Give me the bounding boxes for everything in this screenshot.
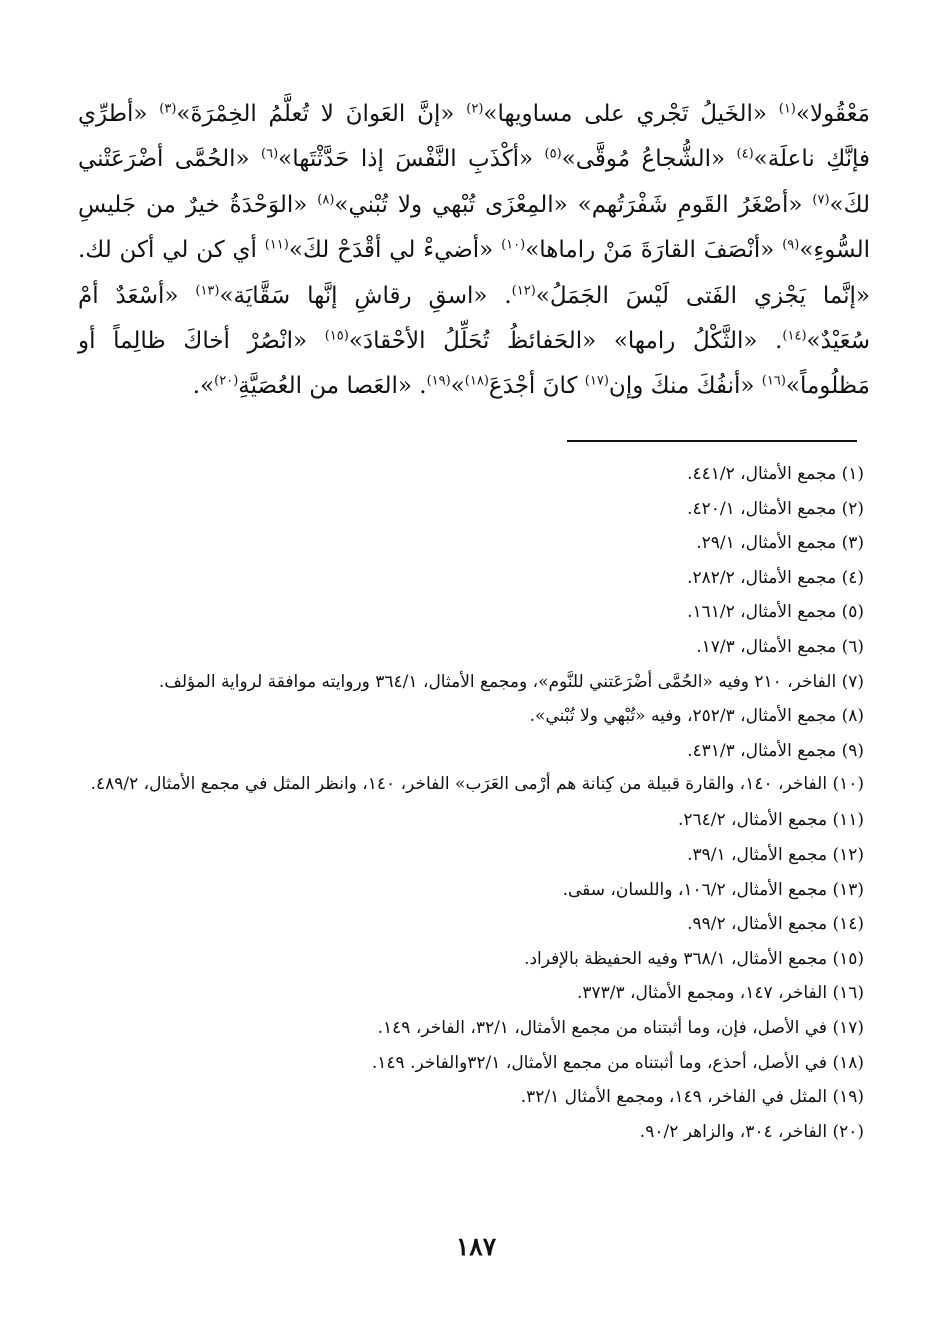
note-reference: (٩) bbox=[782, 237, 800, 253]
note-reference: (١٧) bbox=[584, 373, 609, 389]
main-text: مَعْقُولا»$^{(١)}$ «الخَيلُ تَجْري على مساويها»$^{(٢)}$ «إنَّ العَوانَ لا تُعلَّمُ الخِمْرَةَ»$^{(٣)}$ «أطرِّي فإنَّكِ ناعلَة»$^{(٤)}$ «الشُّجاعُ مُوقَّى»$^{(٥)}$ «أكْذَبِ النَّفْسَ إذا حَدَّثْتَها»$^{(٦)}$ «الحُمَّى أضْرَعَتْني لكَ»$^{(٧)}$ «أصْغَرُ القَومِ شَفْرَتُهم» «المِعْزَى تُبْهي ولا تُبْني»$^{(٨)}$ «الوَحْدَةُ خيرٌ من جَليسِ السُّوءِ»$^{(٩)}$ «أنْصَفَ القارَةَ مَنْ راماها»$^{(١٠)}$ «أضيءْ لي أقْدَحْ لكَ»$^{(١١)}$ أي كن لي أكن لك. «إنَّما يَجْزي الفَتى لَيْسَ الجَمَلُ»$^{(١٢)}$. «اسقِ رقاشِ إنَّها سَقَّايَة»$^{(١٣)}$ «أسْعَدٌ أمْ سُعَيْدٌ»$^{(١٤)}$. «الثَّكْلُ رامها» «الحَفائظُ تُحَلِّلُ الأحْقادَ»$^{(١٥)}$ «انْصُرْ أخاكَ ظالِماً أو مَظلُوماً»$^{(١٦)}$ «أنفُكَ منكَ وإن$^{(١٧)}$ كانَ أجْدَعَ$^{(١٨)}$»$^{(١٩)}$. «العَصا من العُصَيَّةِ$^{(٢٠)}$». bbox=[78, 101, 871, 400]
note-reference: (٦) bbox=[261, 146, 279, 162]
footnote-20: (٢٠) الفاخر، ٣٠٤، والزاهر ٩٠/٢. bbox=[639, 1121, 864, 1142]
footnote-7: (٧) الفاخر، ٢١٠ وفيه «الحُمَّى أضْرَعَتني للنَّوم»، ومجمع الأمثال، ٣٦٤/١ وروايته موافقة لرواية المؤلف. bbox=[158, 671, 864, 692]
page-number: ١٨٧ bbox=[455, 1232, 497, 1261]
note-reference: (٤) bbox=[736, 146, 754, 162]
note-reference: (٢٠) bbox=[214, 373, 239, 389]
footnote-15: (١٥) مجمع الأمثال، ٣٦٨/١ وفيه الحفيظة بالإفراد. bbox=[524, 948, 864, 969]
footnote-5: (٥) مجمع الأمثال، ١٦١/٢. bbox=[687, 602, 864, 623]
footnote-separator bbox=[567, 440, 857, 442]
note-reference: (١٣) bbox=[195, 282, 220, 298]
footnotes-list bbox=[74, 457, 864, 1149]
note-reference: (١٦) bbox=[761, 373, 786, 389]
footnote-14: (١٤) مجمع الأمثال، ٩٩/٢. bbox=[687, 914, 864, 935]
note-reference: (١) bbox=[778, 101, 796, 117]
footnote-10: (١٠) الفاخر، ١٤٠، والقارة قبيلة من كِنانة هم أرْمى العَرَب» الفاخر، ١٤٠، وانظر المثل في مجمع الأمثال، ٤٨٩/٢. bbox=[90, 774, 864, 795]
note-reference: (١٨) bbox=[464, 373, 489, 389]
note-reference: (١٥) bbox=[324, 328, 349, 344]
note-reference: (٣) bbox=[159, 101, 177, 117]
footnote-16: (١٦) الفاخر، ١٤٧، ومجمع الأمثال، ٣٧٣/٣. bbox=[576, 983, 864, 1004]
note-reference: (٧) bbox=[812, 192, 830, 208]
footnote-3: (٣) مجمع الأمثال، ٢٩/١. bbox=[696, 533, 864, 554]
note-reference: (٨) bbox=[317, 192, 335, 208]
note-reference: (١٩) bbox=[426, 373, 451, 389]
footnote-17: (١٧) في الأصل، فإن، وما أثبتناه من مجمع الأمثال، ٣٢/١، الفاخر، ١٤٩. bbox=[377, 1017, 864, 1038]
footnote-9: (٩) مجمع الأمثال، ٤٣١/٣. bbox=[687, 740, 864, 761]
footnote-2: (٢) مجمع الأمثال، ٤٢٠/١. bbox=[687, 498, 864, 519]
note-reference: (١٢) bbox=[511, 282, 536, 298]
footnote-19: (١٩) المثل في الفاخر، ١٤٩، ومجمع الأمثال ٣٢/١. bbox=[520, 1087, 864, 1108]
footnote-12: (١٢) مجمع الأمثال، ٣٩/١. bbox=[687, 844, 864, 865]
footnote-11: (١١) مجمع الأمثال، ٢٦٤/٢. bbox=[677, 810, 864, 831]
footnote-4: (٤) مجمع الأمثال، ٢٨٢/٢. bbox=[687, 567, 864, 588]
footnote-13: (١٣) مجمع الأمثال، ١٠٦/٢، واللسان، سقى. bbox=[562, 879, 864, 900]
note-reference: (١٠) bbox=[501, 237, 526, 253]
note-reference: (٥) bbox=[544, 146, 562, 162]
note-reference: (٢) bbox=[466, 101, 484, 117]
footnote-18: (١٨) في الأصل، أحذع، وما أثبتناه من مجمع الأمثال، ٣٢/١والفاخر. ١٤٩. bbox=[371, 1052, 864, 1073]
footnote-1: (١) مجمع الأمثال، ٤٤١/٢. bbox=[687, 464, 864, 484]
note-reference: (١٤) bbox=[782, 328, 807, 344]
note-reference: (١١) bbox=[264, 237, 289, 253]
footnote-6: (٦) مجمع الأمثال، ١٧/٣. bbox=[696, 636, 864, 657]
footnote-8: (٨) مجمع الأمثال، ٢٥٢/٣، وفيه «تُبْهي ولا تُبْني». bbox=[529, 706, 864, 727]
